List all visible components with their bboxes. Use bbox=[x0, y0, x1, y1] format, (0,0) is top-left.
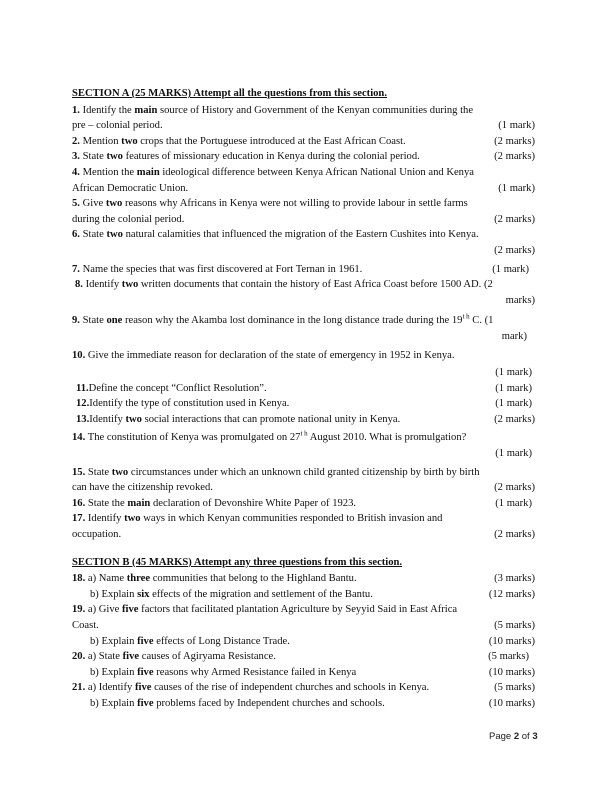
marks-label: (1 mark) bbox=[495, 448, 532, 460]
section-b-heading: SECTION B (45 MARKS) Attempt any three questions from this section. bbox=[72, 556, 403, 568]
marks-label: (5 marks) bbox=[494, 620, 535, 631]
marks-label: (2 marks) bbox=[494, 151, 535, 163]
question-16: 16. State the main declaration of Devonshire White Paper of 1923. (1 mark) bbox=[72, 496, 535, 512]
marks-label: (1 mark) bbox=[495, 382, 532, 394]
question-14: 14. The constitution of Kenya was promulgated on $27^{t h}$ August 2010. What is promulgation? (1 mark) bbox=[72, 430, 535, 461]
marks-label: mark) bbox=[501, 330, 527, 342]
question-7: 7. Name the species that was first discovered at Fort Ternan in 1961. (1 mark) bbox=[72, 262, 535, 278]
question-19: 19. a) Give five factors that facilitated plantation Agriculture by Seyyid Said in East Africa Coast. (5 marks) b) Explain five effects of Long Distance Trade. (10 marks) bbox=[72, 602, 535, 649]
marks-label: (10 marks) bbox=[488, 635, 535, 647]
question-4: 4. Mention the main ideological difference between Kenya African National Union and Kenya African Democratic Union. (1 mark) bbox=[72, 165, 535, 196]
question-10: 10. Give the immediate reason for declaration of the state of emergency in 1952 in Kenya. (1 mark) bbox=[72, 348, 535, 381]
marks-label: (1 mark) bbox=[498, 182, 535, 194]
marks-label: (2 marks) bbox=[494, 529, 535, 541]
marks-label: (5 marks) bbox=[494, 682, 535, 694]
marks-label: (12 marks) bbox=[488, 588, 535, 600]
question-11: 11.Define the concept “Conflict Resolution”. (1 mark) bbox=[72, 381, 535, 397]
marks-label: (1 mark) bbox=[498, 120, 535, 132]
marks-label: (1 mark) bbox=[495, 497, 532, 509]
marks-label: (1 mark) bbox=[495, 367, 532, 379]
question-12: 12.Identify the type of constitution used in Kenya. (1 mark) bbox=[72, 396, 535, 412]
marks-label: (2 marks) bbox=[494, 135, 535, 147]
question-18: 18. a) Name three communities that belong to the Highland Bantu. (3 marks) b) Explain six effects of the migration and settlement of the Bantu. (12 marks) bbox=[72, 571, 535, 602]
question-6: 6. State two natural calamities that influenced the migration of the Eastern Cushites into Kenya. (2 marks) bbox=[72, 229, 535, 256]
question-8: 8. Identify two written documents that contain the history of East Africa Coast before 1500 AD. (2 marks) bbox=[75, 279, 535, 306]
question-9: 9. State one reason why the Akamba lost dominance in the long distance trade during the $19^{t h}$ C. (1 mark) bbox=[72, 313, 535, 344]
marks-label: (2 marks) bbox=[494, 482, 535, 494]
question-2: 2. Mention two crops that the Portuguese introduced at the East African Coast. (2 marks) bbox=[72, 134, 535, 150]
question-17: 17. Identify two ways in which Kenyan communities responded to British invasion and occupation. (2 marks) bbox=[72, 511, 535, 542]
question-number: 1. bbox=[72, 104, 80, 116]
marks-label: marks) bbox=[505, 294, 535, 306]
marks-label: (10 marks) bbox=[488, 666, 535, 678]
marks-label: (2 marks) bbox=[494, 213, 535, 225]
question-3: 3. State two features of missionary education in Kenya during the colonial period. (2 marks) bbox=[72, 149, 535, 165]
question-13: 13.Identify two social interactions that can promote national unity in Kenya. (2 marks) bbox=[72, 412, 535, 428]
marks-label: (5 marks) bbox=[488, 651, 529, 663]
marks-label: (1 mark) bbox=[492, 263, 529, 275]
exam-page bbox=[72, 86, 535, 712]
question-5: 5. Give two reasons why Africans in Kenya were not willing to provide labour in settle farms during the colonial period. (2 marks) bbox=[72, 196, 535, 227]
page-number-footer: Page 2 of 3 bbox=[489, 731, 538, 742]
section-a-heading: SECTION A (25 MARKS) Attempt all the questions from this section. bbox=[72, 88, 387, 99]
marks-label: (2 marks) bbox=[494, 413, 535, 425]
marks-label: (2 marks) bbox=[494, 244, 535, 256]
marks-label: (1 mark) bbox=[495, 398, 532, 410]
question-20: 20. a) State five causes of Agiryama Resistance. (5 marks) b) Explain five reasons why Armed Resistance failed in Kenya (10 marks) bbox=[72, 649, 535, 680]
question-21: 21. a) Identify five causes of the rise of independent churches and schools in Kenya. (5 marks) b) Explain five problems faced by Independent churches and schools. (10 marks) bbox=[72, 680, 535, 711]
marks-label: (3 marks) bbox=[494, 573, 535, 585]
question-1: 1. Identify the main source of History and Government of the Kenyan communities during the pre – colonial period. (1 mark) bbox=[72, 103, 535, 134]
question-15: 15. State two circumstances under which an unknown child granted citizenship by birth by birth can have the citizenship revoked. (2 marks) bbox=[72, 465, 535, 496]
marks-label: (10 marks) bbox=[488, 697, 535, 709]
